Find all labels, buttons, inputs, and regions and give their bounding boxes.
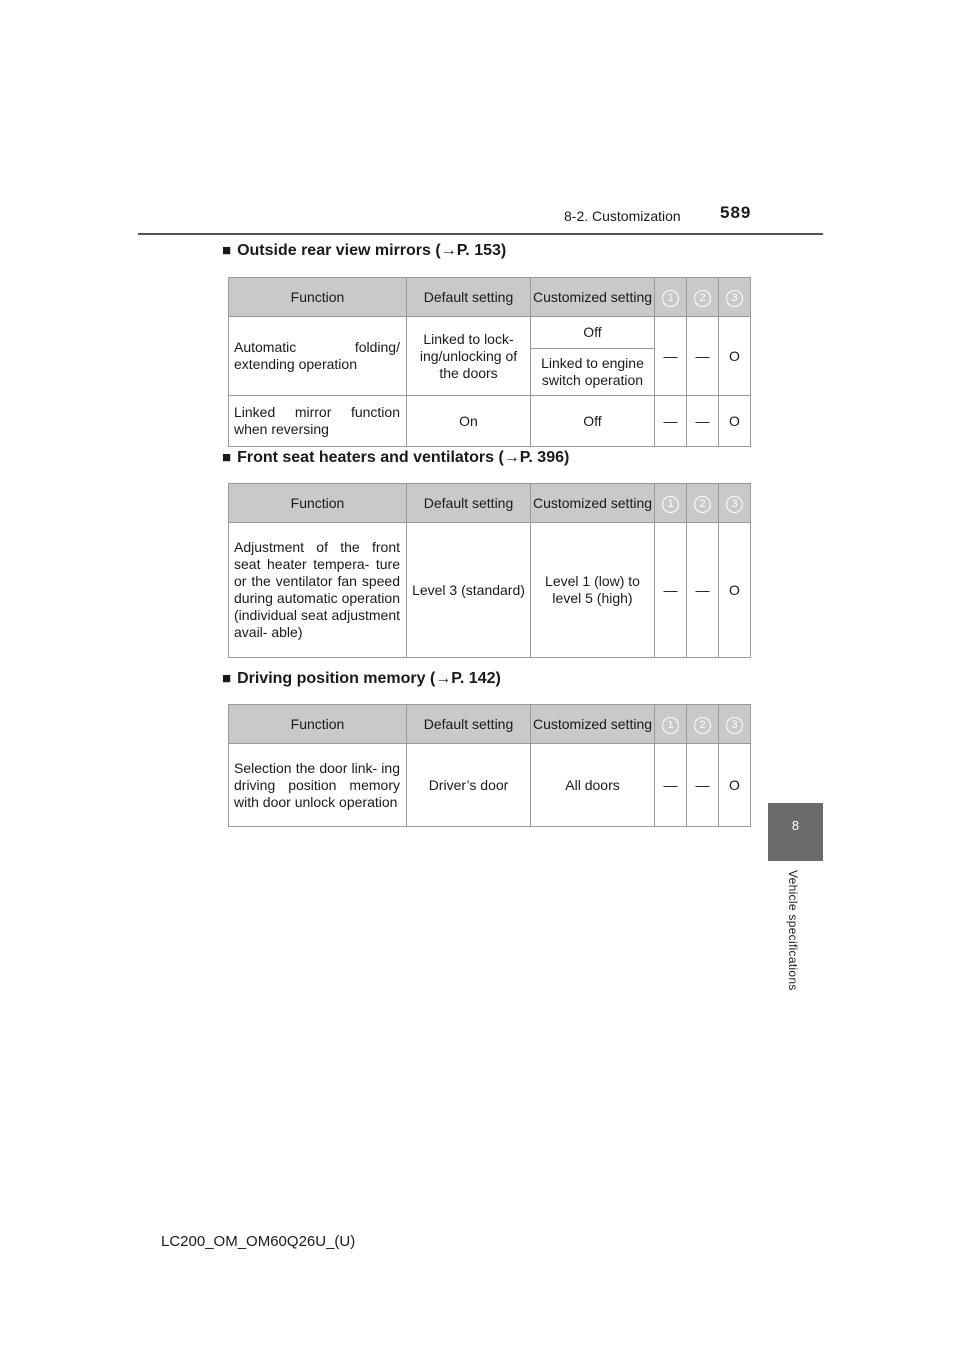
page-number: 589 — [720, 203, 752, 222]
circled-one-icon: 1 — [662, 717, 679, 734]
section-title-mirrors — [222, 242, 506, 260]
col2-cell: — — [687, 317, 719, 396]
table-row — [229, 744, 751, 827]
section-title-text: Driving position memory (→P. 142) — [237, 670, 501, 687]
col1-cell: — — [655, 744, 687, 827]
col1-cell: — — [655, 317, 687, 396]
circled-three-icon: 3 — [726, 496, 743, 513]
table-header-row — [229, 278, 751, 317]
table-row — [229, 396, 751, 447]
circled-one-icon: 1 — [662, 496, 679, 513]
header-customized-setting: Customized setting — [531, 705, 655, 744]
chapter-label: Vehicle specifications — [786, 870, 800, 991]
function-cell: Adjustment of the front seat heater tempera- ture or the ventilator fan speed during automatic operation (individual seat adjustment avail- able) — [229, 523, 407, 658]
col3-cell: O — [719, 744, 751, 827]
chapter-number: 8 — [791, 818, 800, 833]
section-title-driving-memory — [222, 670, 501, 688]
square-bullet-icon: ■ — [222, 670, 232, 687]
header-function: Function — [229, 278, 407, 317]
col3-cell: O — [719, 396, 751, 447]
section-heading: 8-2. Customization — [564, 208, 681, 224]
default-cell: Linked to lock- ing/unlocking of the doors — [407, 317, 531, 396]
section-title-text: Outside rear view mirrors (→P. 153) — [237, 242, 507, 259]
settings-table-driving-memory — [228, 704, 751, 827]
default-cell: On — [407, 396, 531, 447]
header-default-setting: Default setting — [407, 278, 531, 317]
col2-cell: — — [687, 744, 719, 827]
table-row — [229, 523, 751, 658]
circled-three-icon: 3 — [726, 717, 743, 734]
header-default-setting: Default setting — [407, 705, 531, 744]
custom-cell: Off — [531, 317, 655, 349]
table-row — [229, 317, 751, 349]
col2-cell: — — [687, 396, 719, 447]
function-cell: Linked mirror function when reversing — [229, 396, 407, 447]
section-title-text: Front seat heaters and ventilators (→P. 396) — [237, 449, 570, 466]
function-cell: Automatic folding/ extending operation — [229, 317, 407, 396]
custom-cell: Linked to engine switch operation — [531, 349, 655, 396]
header-function: Function — [229, 705, 407, 744]
circled-two-icon: 2 — [694, 717, 711, 734]
square-bullet-icon: ■ — [222, 242, 232, 259]
header-function: Function — [229, 484, 407, 523]
function-cell: Selection the door link- ing driving position memory with door unlock operation — [229, 744, 407, 827]
circled-three-icon: 3 — [726, 290, 743, 307]
circled-two-icon: 2 — [694, 496, 711, 513]
col3-cell: O — [719, 317, 751, 396]
table-header-row — [229, 484, 751, 523]
custom-cell: Off — [531, 396, 655, 447]
circled-one-icon: 1 — [662, 290, 679, 307]
settings-table-mirrors — [228, 277, 751, 447]
default-cell: Level 3 (standard) — [407, 523, 531, 658]
col3-cell: O — [719, 523, 751, 658]
table-header-row — [229, 705, 751, 744]
settings-table-seat-heaters — [228, 483, 751, 658]
custom-cell: Level 1 (low) to level 5 (high) — [531, 523, 655, 658]
header-customized-setting: Customized setting — [531, 278, 655, 317]
col2-cell: — — [687, 523, 719, 658]
header-customized-setting: Customized setting — [531, 484, 655, 523]
square-bullet-icon: ■ — [222, 449, 232, 466]
circled-two-icon: 2 — [694, 290, 711, 307]
section-title-seat-heaters — [222, 449, 569, 467]
custom-cell: All doors — [531, 744, 655, 827]
document-code: LC200_OM_OM60Q26U_(U) — [161, 1233, 356, 1250]
header-divider — [138, 233, 823, 235]
default-cell: Driver’s door — [407, 744, 531, 827]
header-default-setting: Default setting — [407, 484, 531, 523]
col1-cell: — — [655, 396, 687, 447]
col1-cell: — — [655, 523, 687, 658]
